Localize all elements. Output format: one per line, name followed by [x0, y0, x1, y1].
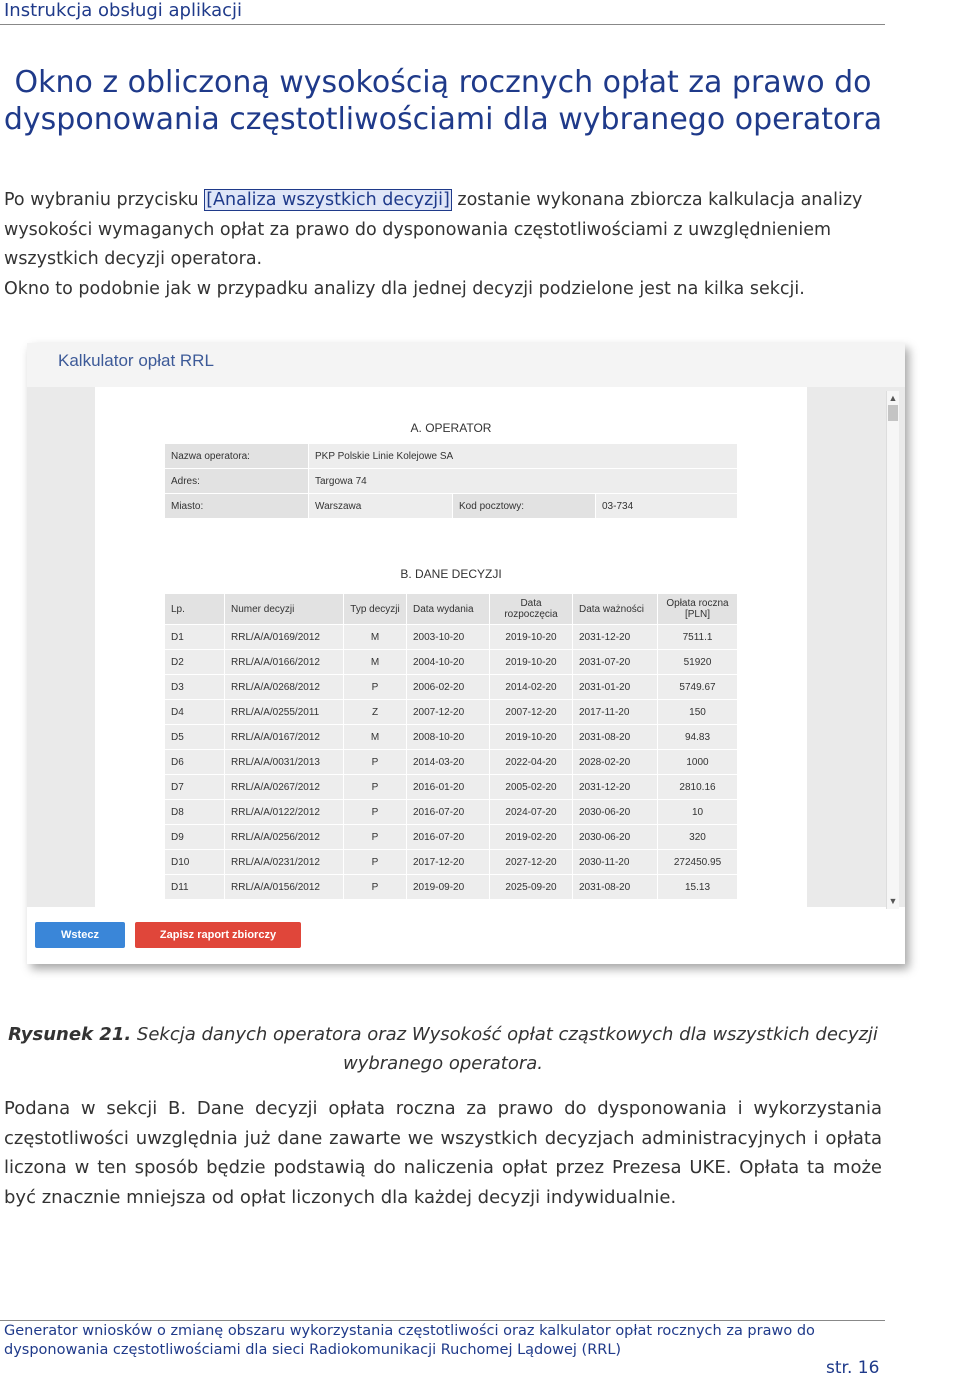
- col-header-data-waznosci: Data ważności: [573, 594, 658, 625]
- table-cell: RRL/A/A/0255/2011: [225, 700, 344, 725]
- col-header-typ: Typ decyzji: [344, 594, 407, 625]
- decisions-header-row: [165, 594, 738, 625]
- table-cell: P: [344, 675, 407, 700]
- table-cell: RRL/A/A/0267/2012: [225, 775, 344, 800]
- footer-line-2: dysponowania częstotliwościami dla sieci Radiokomunikacji Ruchomej Lądowej (RRL): [4, 1341, 622, 1358]
- table-cell: 2022-04-20: [490, 750, 573, 775]
- table-row: [165, 700, 738, 725]
- table-cell: D7: [165, 775, 225, 800]
- table-cell: 2019-02-20: [490, 825, 573, 850]
- table-cell: 2017-12-20: [407, 850, 490, 875]
- table-cell: 2024-07-20: [490, 800, 573, 825]
- table-row: [165, 875, 738, 900]
- table-cell: 2810.16: [658, 775, 738, 800]
- table-cell: D9: [165, 825, 225, 850]
- operator-name-value: PKP Polskie Linie Kolejowe SA: [309, 444, 738, 469]
- table-cell: 2004-10-20: [407, 650, 490, 675]
- table-cell: 2016-07-20: [407, 800, 490, 825]
- table-cell: P: [344, 875, 407, 900]
- table-cell: D4: [165, 700, 225, 725]
- body-paragraph: Podana w sekcji B. Dane decyzji opłata roczna za prawo do dysponowania i wykorzystania częstotliwości uwzględnia już dane zawarte we wszystkich decyzjach administracyjnych i opłata liczona w ten sposób będzie podstawią do naliczenia opłat przez Prezesa UKE. Opłata ta może być znacznie mniejsza od opłat liczonych dla każdej decyzji indywidualnie.: [4, 1098, 882, 1208]
- table-cell: 10: [658, 800, 738, 825]
- page-number: str. 16: [826, 1358, 880, 1378]
- scroll-thumb[interactable]: [888, 405, 898, 421]
- table-row: [165, 625, 738, 650]
- table-cell: 2030-06-20: [573, 825, 658, 850]
- table-row: [165, 800, 738, 825]
- figure-caption-text: Sekcja danych operatora oraz Wysokość opłat cząstkowych dla wszystkich decyzji wybranego operatora.: [131, 1024, 878, 1074]
- table-cell: M: [344, 625, 407, 650]
- table-cell: D10: [165, 850, 225, 875]
- table-cell: 2031-12-20: [573, 625, 658, 650]
- table-cell: RRL/A/A/0156/2012: [225, 875, 344, 900]
- col-header-oplata: Opłata roczna [PLN]: [658, 594, 738, 625]
- section-a-heading: A. OPERATOR: [410, 421, 492, 435]
- intro-paragraph-2: Okno to podobnie jak w przypadku analizy dla jednej decyzji podzielone jest na kilka sekcji.: [4, 278, 805, 299]
- table-cell: 15.13: [658, 875, 738, 900]
- scroll-up-icon[interactable]: ▲: [888, 393, 898, 403]
- table-cell: Z: [344, 700, 407, 725]
- decisions-table: [164, 593, 738, 900]
- table-cell: RRL/A/A/0256/2012: [225, 825, 344, 850]
- operator-city-value: Warszawa: [309, 494, 453, 519]
- table-cell: P: [344, 775, 407, 800]
- table-cell: 2019-10-20: [490, 725, 573, 750]
- table-row: [165, 825, 738, 850]
- table-cell: P: [344, 850, 407, 875]
- section-title: Okno z obliczoną wysokością rocznych opłat za prawo do dysponowania częstotliwościami dla wybranego operatora: [3, 65, 883, 137]
- table-cell: 2031-08-20: [573, 725, 658, 750]
- intro-p1-before: Po wybraniu przycisku: [4, 190, 205, 210]
- table-cell: M: [344, 725, 407, 750]
- table-row: [165, 675, 738, 700]
- left-gutter: [27, 387, 95, 907]
- table-cell: 2019-10-20: [490, 625, 573, 650]
- operator-address-value: Targowa 74: [309, 469, 738, 494]
- table-cell: 2031-08-20: [573, 875, 658, 900]
- table-row: [165, 750, 738, 775]
- table-cell: 2025-09-20: [490, 875, 573, 900]
- table-cell: D8: [165, 800, 225, 825]
- intro-text: [4, 186, 884, 304]
- table-cell: D2: [165, 650, 225, 675]
- table-cell: P: [344, 825, 407, 850]
- table-cell: 2030-06-20: [573, 800, 658, 825]
- col-header-lp: Lp.: [165, 594, 225, 625]
- table-cell: 2008-10-20: [407, 725, 490, 750]
- table-cell: 51920: [658, 650, 738, 675]
- operator-postal-label: Kod pocztowy:: [453, 494, 596, 519]
- table-cell: 2007-12-20: [490, 700, 573, 725]
- table-cell: P: [344, 750, 407, 775]
- table-cell: 1000: [658, 750, 738, 775]
- table-cell: D11: [165, 875, 225, 900]
- operator-address-label: Adres:: [165, 469, 309, 494]
- save-report-button[interactable]: Zapisz raport zbiorczy: [135, 922, 301, 948]
- operator-name-label: Nazwa operatora:: [165, 444, 309, 469]
- table-cell: RRL/A/A/0268/2012: [225, 675, 344, 700]
- footer-divider: [0, 1320, 885, 1321]
- table-cell: 7511.1: [658, 625, 738, 650]
- footer-line-1: Generator wniosków o zmianę obszaru wykorzystania częstotliwości oraz kalkulator opłat rocznych za prawo do: [4, 1323, 815, 1339]
- table-cell: 5749.67: [658, 675, 738, 700]
- table-cell: D1: [165, 625, 225, 650]
- table-cell: P: [344, 800, 407, 825]
- table-cell: 2031-01-20: [573, 675, 658, 700]
- decisions-body: [165, 625, 738, 900]
- table-cell: D5: [165, 725, 225, 750]
- footer-text: [4, 1322, 864, 1359]
- section-b-heading: B. DANE DECYZJI: [400, 567, 502, 581]
- back-button[interactable]: Wstecz: [35, 922, 125, 948]
- vertical-scrollbar[interactable]: [886, 391, 899, 909]
- table-cell: 2030-11-20: [573, 850, 658, 875]
- table-cell: RRL/A/A/0031/2013: [225, 750, 344, 775]
- table-row: [165, 775, 738, 800]
- table-cell: 94.83: [658, 725, 738, 750]
- col-header-data-wydania: Data wydania: [407, 594, 490, 625]
- operator-table: [164, 443, 738, 519]
- header-divider: [0, 24, 885, 25]
- app-title: Kalkulator opłat RRL: [58, 351, 214, 370]
- figure-caption-label: Rysunek 21.: [8, 1024, 132, 1045]
- app-screenshot: [27, 343, 905, 964]
- table-cell: 2006-02-20: [407, 675, 490, 700]
- table-cell: 150: [658, 700, 738, 725]
- table-cell: RRL/A/A/0231/2012: [225, 850, 344, 875]
- scroll-down-icon[interactable]: ▼: [888, 896, 898, 906]
- operator-postal-value: 03-734: [596, 494, 738, 519]
- table-cell: 2014-02-20: [490, 675, 573, 700]
- table-cell: 2005-02-20: [490, 775, 573, 800]
- table-cell: 272450.95: [658, 850, 738, 875]
- table-cell: 2014-03-20: [407, 750, 490, 775]
- table-cell: 2016-01-20: [407, 775, 490, 800]
- table-cell: 2016-07-20: [407, 825, 490, 850]
- table-cell: 2019-10-20: [490, 650, 573, 675]
- analysis-button-reference: [Analiza wszystkich decyzji]: [206, 190, 450, 210]
- operator-city-label: Miasto:: [165, 494, 309, 519]
- running-header: Instrukcja obsługi aplikacji: [4, 0, 243, 21]
- table-cell: 2019-09-20: [407, 875, 490, 900]
- table-row: [165, 725, 738, 750]
- table-row: [165, 850, 738, 875]
- col-header-numer: Numer decyzji: [225, 594, 344, 625]
- figure-caption: [0, 1020, 886, 1078]
- table-cell: RRL/A/A/0122/2012: [225, 800, 344, 825]
- table-cell: 2017-11-20: [573, 700, 658, 725]
- table-cell: 320: [658, 825, 738, 850]
- table-row: [165, 650, 738, 675]
- table-cell: 2007-12-20: [407, 700, 490, 725]
- table-cell: RRL/A/A/0169/2012: [225, 625, 344, 650]
- table-cell: RRL/A/A/0166/2012: [225, 650, 344, 675]
- col-header-data-rozpoczecia: Data rozpoczęcia: [490, 594, 573, 625]
- table-cell: 2003-10-20: [407, 625, 490, 650]
- table-cell: 2031-12-20: [573, 775, 658, 800]
- table-cell: D3: [165, 675, 225, 700]
- intro-p1-after: zostanie wykonana zbiorcza kalkulacja analizy wysokości wymaganych opłat za prawo do dysponowania częstotliwościami z uwzględnieniem wszystkich decyzji operatora.: [4, 190, 863, 269]
- table-cell: M: [344, 650, 407, 675]
- intro-paragraph-1: [4, 186, 884, 275]
- table-cell: RRL/A/A/0167/2012: [225, 725, 344, 750]
- table-cell: 2027-12-20: [490, 850, 573, 875]
- table-cell: 2031-07-20: [573, 650, 658, 675]
- table-cell: D6: [165, 750, 225, 775]
- table-cell: 2028-02-20: [573, 750, 658, 775]
